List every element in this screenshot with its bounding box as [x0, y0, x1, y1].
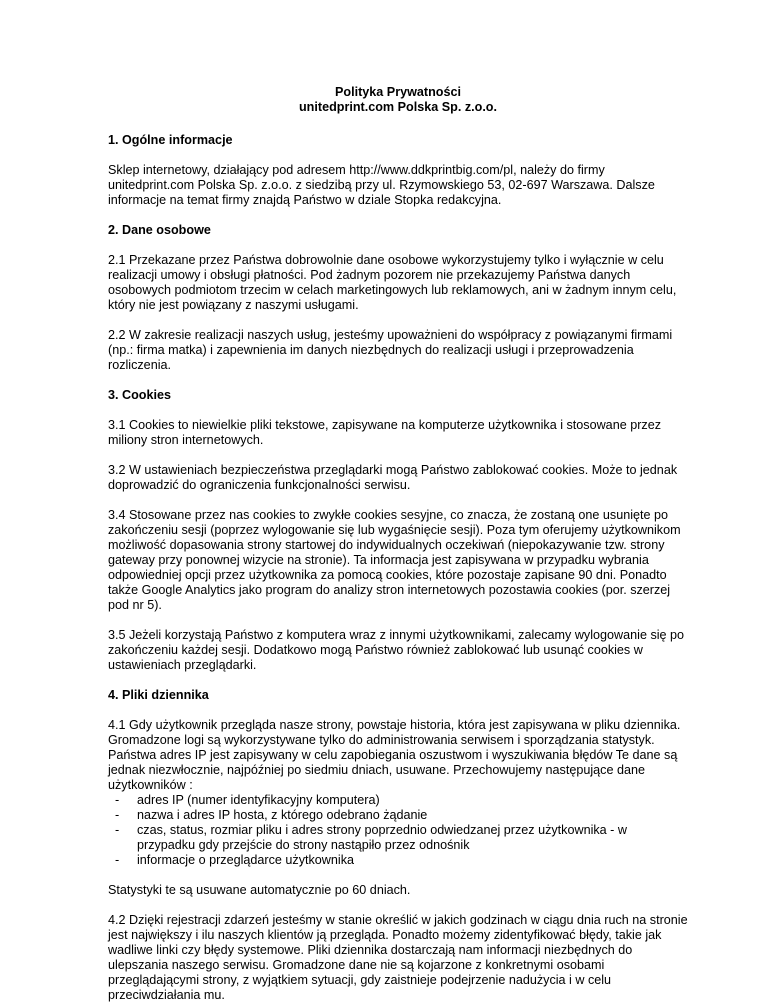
dash-bullet: -: [115, 793, 120, 807]
section-heading-cookies: 3. Cookies: [108, 388, 171, 402]
list-item: - adres IP (numer identyfikacyjny komputera): [115, 793, 380, 807]
list-item: - czas, status, rozmiar pliku i adres strony poprzednio odwiedzanej przez użytkownika - w przypadku gdy przejście do strony nastąpiło przez odnośnik: [115, 823, 627, 852]
paragraph-2-1: 2.1 Przekazane przez Państwa dobrowolnie dane osobowe wykorzystujemy tylko i wyłącznie w celu realizacji umowy i obsługi płatności. Pod żadnym pozorem nie przekazujemy Państwa danych osobowych podmiotom trzecim w celach marketingowych lub reklamowych, ani w żadnym innym celu, który nie jest powiązany z naszymi usługami.: [108, 253, 677, 312]
paragraph-4-2: 4.2 Dzięki rejestracji zdarzeń jesteśmy w stanie określić w jakich godzinach w ciągu dnia ruch na stronie jest największy i ilu naszych klientów ją przegląda. Ponadto możemy zidentyfikować błędy, takie jak wadliwe linki czy błędy systemowe. Pliki dziennika dostarczają nam informacji niezbędnych do ulepszania naszego serwisu. Gromadzone dane nie są kojarzone z konkretnymi osobami przeglądającymi strony, z wyjątkiem sytuacji, gdy zaistnieje podejrzenie nadużycia i w celu przeciwdziałania mu.: [108, 913, 688, 1002]
dash-bullet: -: [115, 823, 120, 837]
paragraph-3-4: 3.4 Stosowane przez nas cookies to zwykłe cookies sesyjne, co znacza, że zostaną one usunięte po zakończeniu sesji (poprzez wylogowanie się lub wygaśnięcie sesji). Poza tym oferujemy użytkownikom możliwość dopasowania strony startowej do indywidualnych oczekiwań (niepokazywanie tzw. strony gateway przy ponownej wizycie na stronie). Ta informacja jest zapisywana w przypadku wybrania odpowiedniej opcji przez użytkownika za pomocą cookies, które pozostaje zapisane 90 dni. Ponadto także Google Analytics jako program do analizy stron internetowych pozostawia cookies (por. szerzej pod nr 5).: [108, 508, 681, 612]
paragraph-3-2: 3.2 W ustawieniach bezpieczeństwa przeglądarki mogą Państwo zablokować cookies. Może to jednak doprowadzić do ograniczenia funkcjonalności serwisu.: [108, 463, 678, 492]
document-title-line-2: unitedprint.com Polska Sp. z.o.o.: [298, 100, 498, 114]
paragraph-general-info: Sklep internetowy, działający pod adresem http://www.ddkprintbig.com/pl, należy do firmy unitedprint.com Polska Sp. z.o.o. z siedzibą przy ul. Rzymowskiego 53, 02-697 Warszawa. Dalsze informacje na temat firmy znajdą Państwo w dziale Stopka redakcyjna.: [108, 163, 655, 207]
list-item: - informacje o przeglądarce użytkownika: [115, 853, 354, 867]
paragraph-3-5: 3.5 Jeżeli korzystają Państwo z komputera wraz z innymi użytkownikami, zalecamy wylogowanie się po zakończeniu każdej sesji. Dodatkowo mogą Państwo również zablokować lub usunąć cookies w ustawieniach przeglądarki.: [108, 628, 685, 672]
paragraph-4-1: 4.1 Gdy użytkownik przegląda nasze strony, powstaje historia, która jest zapisywana w pliku dziennika. Gromadzone logi są wykorzystywane tylko do administrowania serwisem i sporządzania statystyk. Państwa adres IP jest zapisywany w celu zapobiegania oszustwom i wyszukiwania błędów Te dane są jednak niezwłocznie, najpóźniej po siedmiu dniach, usuwane. Przechowujemy następujące dane użytkowników :: [108, 718, 681, 792]
paragraph-statistics-retention: Statystyki te są usuwane automatycznie po 60 dniach.: [108, 883, 411, 897]
section-heading-general: 1. Ogólne informacje: [108, 133, 233, 147]
dash-bullet: -: [115, 808, 120, 822]
paragraph-2-2: 2.2 W zakresie realizacji naszych usług, jesteśmy upoważnieni do współpracy z powiązanymi firmami (np.: firma matka) i zapewnienia im danych niezbędnych do realizacji usługi i przeprowadzenia rozliczenia.: [108, 328, 673, 372]
list-item: - nazwa i adres IP hosta, z którego odebrano żądanie: [115, 808, 428, 822]
section-heading-personal-data: 2. Dane osobowe: [108, 223, 211, 237]
document-title-line-1: Polityka Prywatności: [335, 85, 461, 99]
document-page: [108, 85, 688, 1003]
section-heading-log-files: 4. Pliki dziennika: [108, 688, 209, 702]
document-title: [108, 85, 688, 115]
logged-data-list: [108, 793, 688, 868]
paragraph-3-1: 3.1 Cookies to niewielkie pliki tekstowe, zapisywane na komputerze użytkownika i stosowane przez miliony stron internetowych.: [108, 418, 661, 447]
dash-bullet: -: [115, 853, 120, 867]
